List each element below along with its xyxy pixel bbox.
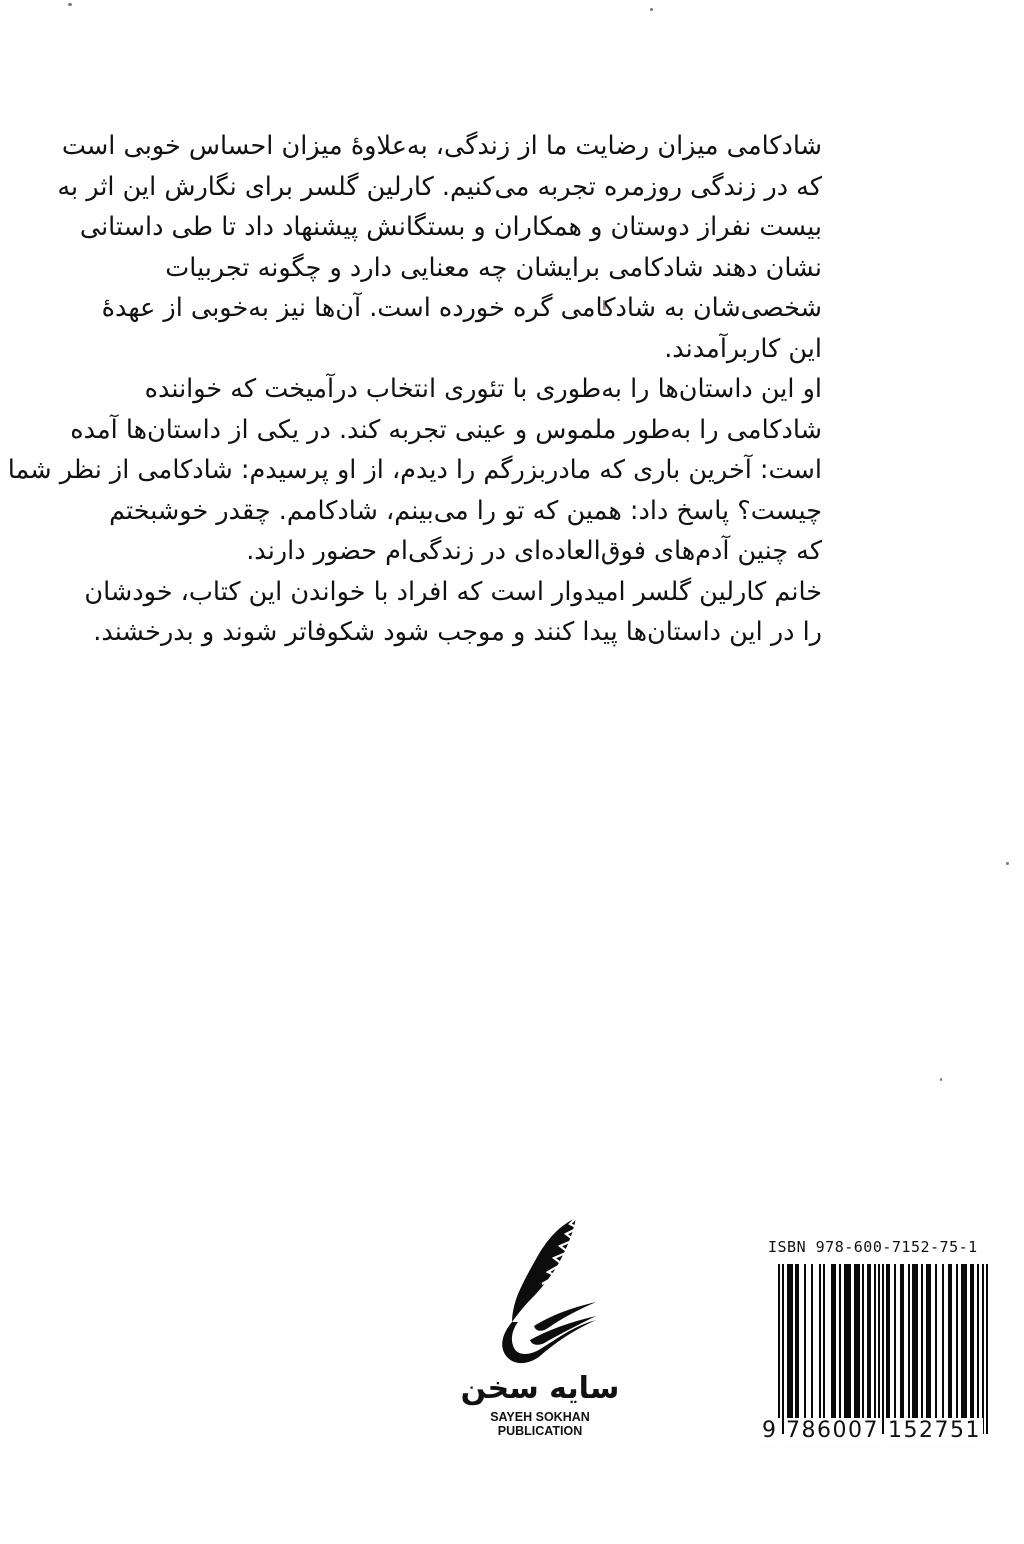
blurb-line: شادکامی میزان رضایت ما از زندگی، به‌علاوهٔ میزان احساس خوبی است xyxy=(61,131,822,161)
publisher-logo xyxy=(460,1210,620,1450)
blurb-line: بیست نفراز دوستان و همکاران و بستگانش پیشنهاد داد تا طی داستانی xyxy=(79,212,822,242)
blurb-paragraph-2 xyxy=(7,369,822,572)
cover-blurb xyxy=(7,126,822,653)
publisher-name-english: SAYEH SOKHAN xyxy=(490,1410,590,1424)
isbn-barcode xyxy=(760,1238,1024,1468)
blurb-paragraph-3 xyxy=(84,572,822,653)
blurb-paragraph-1 xyxy=(57,126,822,369)
blurb-line: نشان دهند شادکامی برایشان چه معنایی دارد و چگونه تجربیات xyxy=(165,252,822,283)
barcode-bars-icon xyxy=(778,1264,994,1434)
blurb-line: این کاربرآمدند. xyxy=(664,333,822,364)
blurb-line: شخصی‌شان به شادکامی گره خورده است. آن‌ها نیز به‌خوبی از عهدهٔ xyxy=(101,293,822,323)
barcode-digits-right: 152751 xyxy=(888,1418,981,1443)
publisher-label: PUBLICATION xyxy=(497,1424,583,1438)
paper-speck xyxy=(68,3,72,6)
isbn-label: ISBN 978-600-7152-75-1 xyxy=(768,1238,978,1256)
publisher-name-persian: سایه سخن xyxy=(460,1371,620,1406)
blurb-line: شادکامی را به‌طور ملموس و عینی تجربه کند. در یکی از داستان‌ها آمده xyxy=(70,414,822,445)
blurb-line: که در زندگی روزمره تجربه می‌کنیم. کارلین گلسر برای نگارش این اثر به xyxy=(57,171,822,202)
blurb-line: خانم کارلین گلسر امیدوار است که افراد با خواندن این کتاب، خودشان xyxy=(84,576,822,607)
feather-quill-icon xyxy=(478,1210,602,1370)
blurb-line: را در این داستان‌ها پیدا کنند و موجب شود شکوفاتر شوند و بدرخشند. xyxy=(93,617,822,647)
barcode-digit-first: 9 xyxy=(762,1418,778,1443)
blurb-line: چیست؟ پاسخ داد: همین که تو را می‌بینم، شادکامم. چقدر خوشبختم xyxy=(109,495,822,526)
barcode-digits-left: 786007 xyxy=(786,1418,879,1443)
paper-speck xyxy=(940,1078,942,1081)
blurb-line: او این داستان‌ها را به‌طوری با تئوری انتخاب درآمیخت که خواننده xyxy=(144,374,822,404)
blurb-line: که چنین آدم‌های فوق‌العاده‌ای در زندگی‌ام حضور دارند. xyxy=(246,536,822,566)
blurb-line: است: آخرین باری که مادربزرگم را دیدم، از او پرسیدم: شادکامی از نظر شما xyxy=(7,455,822,485)
paper-speck xyxy=(650,8,653,11)
paper-speck xyxy=(1006,862,1009,865)
